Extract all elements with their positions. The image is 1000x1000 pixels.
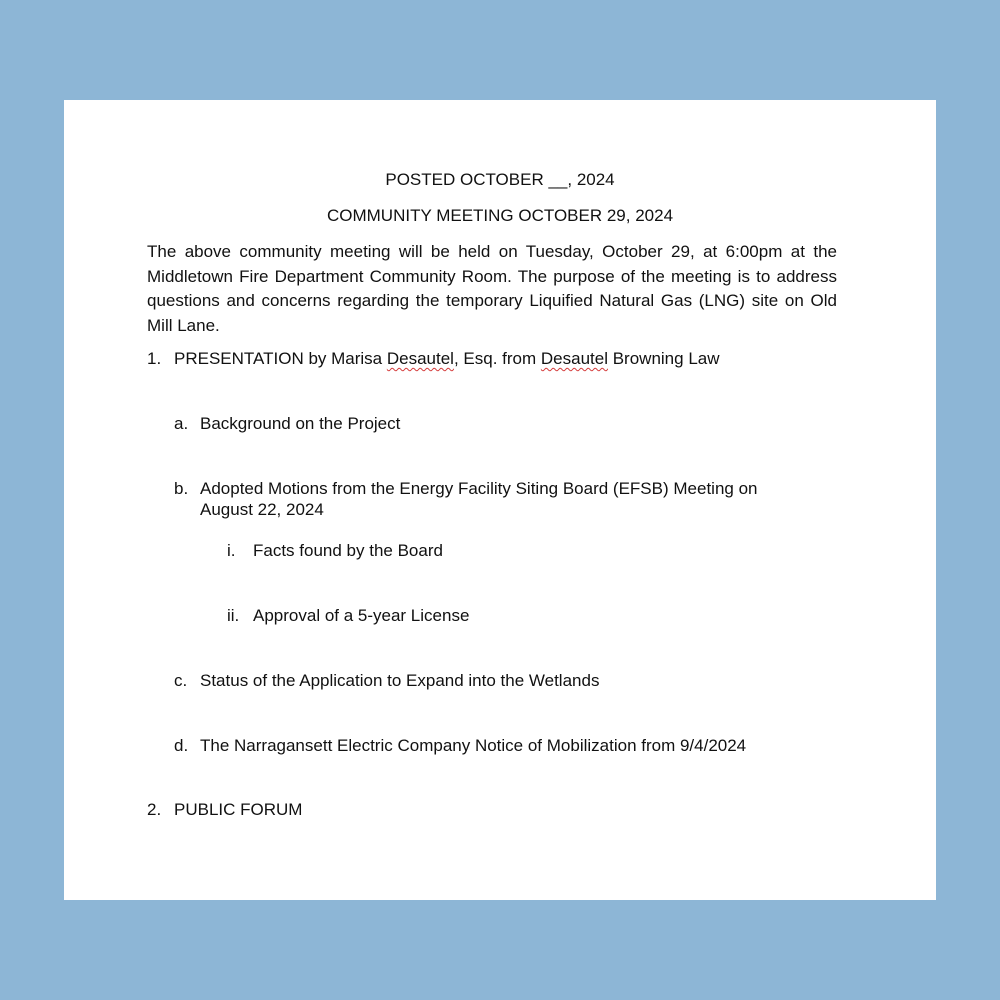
document-page	[64, 100, 936, 900]
list-marker-b: b.	[174, 479, 189, 498]
list-marker-1: 1.	[147, 349, 162, 368]
list-marker-d: d.	[174, 736, 189, 755]
item1-text-part2: , Esq. from	[453, 349, 541, 368]
list-item-adopted-motions-line1: Adopted Motions from the Energy Facility Siting Board (EFSB) Meeting on	[200, 479, 758, 498]
meeting-title: COMMUNITY MEETING OCTOBER 29, 2024	[326, 206, 674, 225]
list-item-adopted-motions-line2: August 22, 2024	[200, 500, 324, 519]
misspelled-name-1: Desautel	[386, 349, 454, 368]
list-item-facts-found: Facts found by the Board	[253, 541, 443, 560]
list-marker-c: c.	[174, 671, 188, 690]
item1-text-part1: PRESENTATION by Marisa	[174, 349, 387, 368]
list-marker-ii: ii.	[227, 606, 240, 625]
posted-line: POSTED OCTOBER __, 2024	[385, 170, 615, 189]
list-item-presentation	[174, 347, 720, 371]
list-item-public-forum: PUBLIC FORUM	[174, 800, 303, 819]
intro-paragraph: The above community meeting will be held on Tuesday, October 29, at 6:00pm at the Middletown Fire Department Community Room. The purpose of the meeting is to address questions and concerns regarding the temporary Liquified Natural Gas (LNG) site on Old Mill Lane.	[147, 242, 837, 335]
list-marker-a: a.	[174, 414, 189, 433]
list-item-application-status: Status of the Application to Expand into the Wetlands	[200, 671, 600, 690]
list-item-license-approval: Approval of a 5-year License	[253, 606, 470, 625]
misspelled-name-2: Desautel	[540, 349, 608, 368]
list-item-background: Background on the Project	[200, 414, 401, 433]
list-marker-i: i.	[227, 541, 236, 560]
list-item-mobilization-notice: The Narragansett Electric Company Notice of Mobilization from 9/4/2024	[200, 736, 747, 755]
list-marker-2: 2.	[147, 800, 162, 819]
item1-text-part3: Browning Law	[608, 349, 720, 368]
